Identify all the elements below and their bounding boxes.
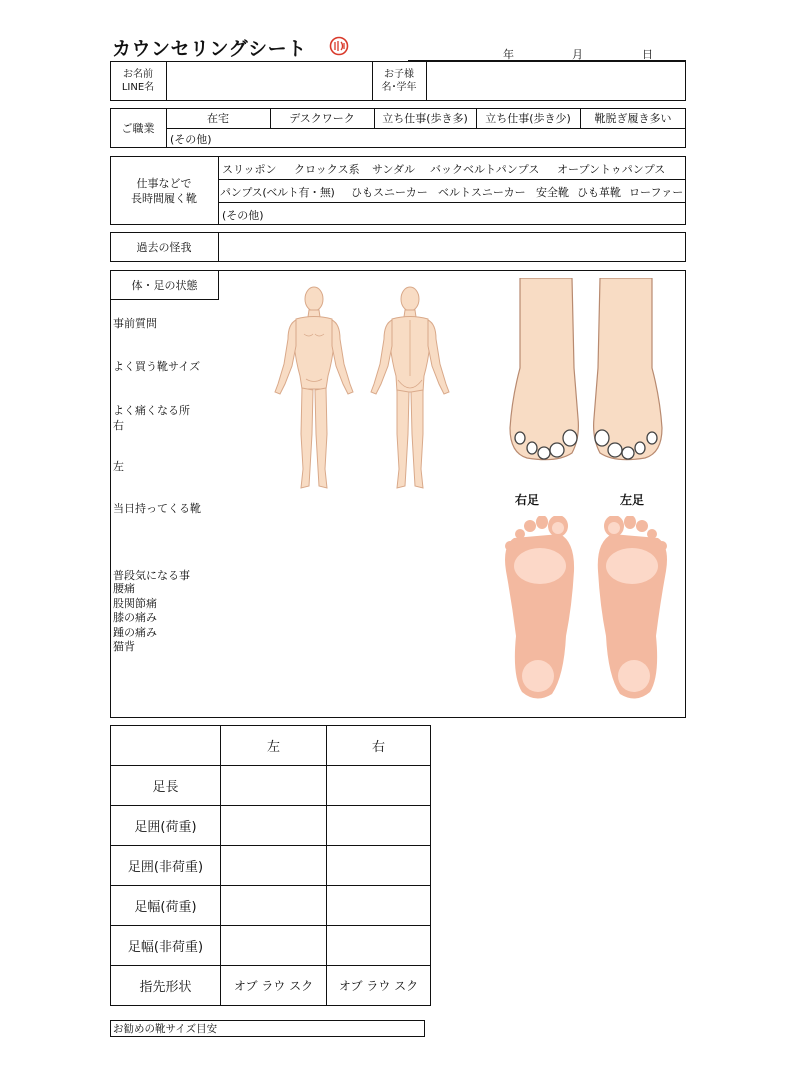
measure-cell[interactable] xyxy=(327,846,431,886)
shoe-option-opentoe-pumps[interactable]: オープントゥパンプス xyxy=(557,163,666,176)
concern-posture[interactable]: 猫背 xyxy=(113,640,135,653)
toe-shape-left[interactable]: オブ ラウ スク xyxy=(221,966,327,1006)
occupation-option-shoes-onoff[interactable]: 靴脱ぎ履き多い xyxy=(594,112,672,125)
left-foot-label: 左足 xyxy=(620,493,645,507)
shoe-option-pumps-belt[interactable]: パンプス(ベルト有・無) xyxy=(220,186,335,199)
condition-tab-label: 体・足の状態 xyxy=(131,279,198,292)
feet-sole-illustration xyxy=(500,516,672,702)
measure-cell[interactable] xyxy=(221,886,327,926)
measure-row-label: 指先形状 xyxy=(111,966,221,1006)
question-pain-right: 右 xyxy=(113,419,124,432)
measure-row-label: 足囲(荷重) xyxy=(111,806,221,846)
logo-stamp-icon xyxy=(329,36,349,60)
measure-row-label: 足長 xyxy=(111,766,221,806)
measure-row-label: 足幅(非荷重) xyxy=(111,926,221,966)
concern-knee[interactable]: 膝の痛み xyxy=(113,611,157,624)
shoe-option-lace-sneaker[interactable]: ひもスニーカー xyxy=(351,186,428,199)
concern-hip[interactable]: 股関節痛 xyxy=(113,596,157,610)
date-year-label: 年 xyxy=(503,48,514,61)
shoe-option-loafer[interactable]: ローファー xyxy=(629,186,684,199)
measurement-table xyxy=(110,725,431,1006)
concern-heel[interactable]: 踵の痛み xyxy=(113,625,157,639)
body-front-illustration xyxy=(266,284,362,496)
measure-row-label: 足幅(荷重) xyxy=(111,886,221,926)
measure-cell[interactable] xyxy=(327,806,431,846)
name-field[interactable] xyxy=(167,62,371,100)
occupation-other[interactable]: (その他) xyxy=(170,133,212,146)
date-month-label: 月 xyxy=(572,48,583,61)
occupation-option-standing-walk-more[interactable]: 立ち仕事(歩き多) xyxy=(382,112,468,125)
measure-cell[interactable] xyxy=(221,926,327,966)
measure-cell[interactable] xyxy=(221,806,327,846)
right-foot-label: 右足 xyxy=(515,493,540,507)
recommend-label: お勧めの靴サイズ目安 xyxy=(113,1023,218,1035)
question-bring: 当日持ってくる靴 xyxy=(113,502,201,515)
occupation-option-standing-walk-less[interactable]: 立ち仕事(歩き少) xyxy=(485,112,571,125)
body-back-illustration xyxy=(362,284,458,496)
shoe-option-sandal[interactable]: サンダル xyxy=(372,163,416,176)
shoe-option-backbelt-pumps[interactable]: バックベルトパンプス xyxy=(430,163,540,176)
question-size: よく買う靴サイズ xyxy=(113,360,201,373)
shoe-option-slipon[interactable]: スリッポン xyxy=(222,163,277,176)
shoe-option-crocs[interactable]: クロックス系 xyxy=(294,163,360,176)
feet-top-illustration xyxy=(502,278,672,468)
toe-shape-right[interactable]: オブ ラウ スク xyxy=(327,966,431,1006)
measure-cell[interactable] xyxy=(327,926,431,966)
measure-row-label: 足囲(非荷重) xyxy=(111,846,221,886)
page-title: カウンセリングシート xyxy=(112,38,307,60)
shoes-label: 仕事などで 長時間履く靴 xyxy=(131,176,197,205)
measure-cell[interactable] xyxy=(221,766,327,806)
name-label: お名前 LINE名 xyxy=(121,69,155,93)
concern-lowback[interactable]: 腰痛 xyxy=(113,582,135,595)
child-label: お子様 名･学年 xyxy=(381,69,417,93)
shoe-option-lace-leather[interactable]: ひも革靴 xyxy=(577,186,621,199)
question-pain-left: 左 xyxy=(113,460,124,473)
occupation-label: ご職業 xyxy=(121,122,155,135)
concern-list xyxy=(113,582,157,655)
measure-corner-cell xyxy=(111,726,221,766)
shoe-option-belt-sneaker[interactable]: ベルトスニーカー xyxy=(438,186,526,199)
measure-cell[interactable] xyxy=(221,846,327,886)
measure-col-right: 右 xyxy=(327,726,431,766)
occupation-option-desk[interactable]: デスクワーク xyxy=(289,112,355,125)
question-pre: 事前質問 xyxy=(113,317,157,330)
measure-cell[interactable] xyxy=(327,766,431,806)
measure-cell[interactable] xyxy=(327,886,431,926)
measure-col-left: 左 xyxy=(221,726,327,766)
injury-field[interactable] xyxy=(219,233,685,261)
shoe-option-safety[interactable]: 安全靴 xyxy=(536,186,569,199)
occupation-option-home[interactable]: 在宅 xyxy=(207,112,229,125)
shoes-other[interactable]: (その他) xyxy=(222,209,264,222)
child-field[interactable] xyxy=(427,62,685,100)
date-day-label: 日 xyxy=(642,48,653,61)
injury-label: 過去の怪我 xyxy=(136,241,192,254)
question-concern: 普段気になる事 xyxy=(113,569,190,582)
question-pain: よく痛くなる所 xyxy=(113,404,190,417)
